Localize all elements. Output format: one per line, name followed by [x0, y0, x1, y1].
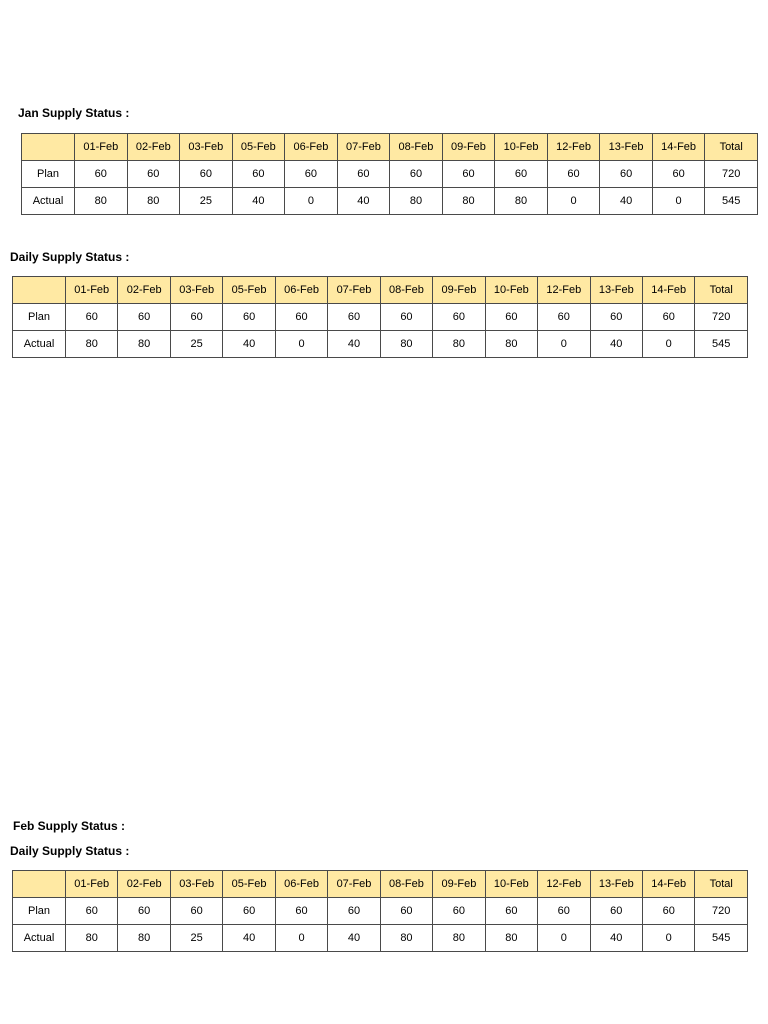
data-cell: 545: [695, 331, 748, 358]
data-cell: 40: [600, 188, 653, 215]
data-cell: 60: [275, 898, 327, 925]
data-cell: 40: [223, 925, 275, 952]
column-header-date: 01-Feb: [66, 871, 118, 898]
data-cell: 60: [285, 161, 338, 188]
data-cell: 720: [705, 161, 758, 188]
data-cell: 0: [642, 925, 694, 952]
data-cell: 80: [442, 188, 495, 215]
daily-supply-table: [12, 276, 748, 358]
row-label: Plan: [22, 161, 75, 188]
column-header-date: 08-Feb: [390, 134, 443, 161]
data-cell: 25: [170, 925, 222, 952]
data-cell: 60: [485, 898, 537, 925]
data-cell: 720: [695, 898, 748, 925]
column-header-date: 05-Feb: [232, 134, 285, 161]
table-row: [13, 925, 748, 952]
data-cell: 60: [118, 304, 170, 331]
row-label: Actual: [13, 331, 66, 358]
row-label: Plan: [13, 898, 66, 925]
column-header-date: 14-Feb: [652, 134, 705, 161]
column-header-date: 14-Feb: [642, 871, 694, 898]
data-cell: 80: [118, 331, 170, 358]
table-row: [13, 331, 748, 358]
data-cell: 60: [328, 304, 380, 331]
data-cell: 80: [75, 188, 128, 215]
data-cell: 80: [433, 925, 485, 952]
data-cell: 60: [232, 161, 285, 188]
data-cell: 40: [590, 331, 642, 358]
data-cell: 0: [275, 925, 327, 952]
data-cell: 60: [66, 304, 118, 331]
corner-cell: [22, 134, 75, 161]
data-cell: 60: [170, 304, 222, 331]
data-cell: 80: [127, 188, 180, 215]
jan-supply-status-heading: Jan Supply Status :: [18, 106, 130, 120]
data-cell: 60: [75, 161, 128, 188]
table-header-row: [13, 277, 748, 304]
column-header-date: 12-Feb: [538, 871, 590, 898]
data-cell: 80: [118, 925, 170, 952]
data-cell: 40: [328, 331, 380, 358]
data-cell: 0: [642, 331, 694, 358]
column-header-date: 12-Feb: [538, 277, 590, 304]
data-cell: 0: [285, 188, 338, 215]
table-header-row: [22, 134, 758, 161]
column-header-date: 03-Feb: [170, 277, 222, 304]
table-row: [22, 161, 758, 188]
data-cell: 60: [337, 161, 390, 188]
data-cell: 0: [538, 331, 590, 358]
row-label: Actual: [22, 188, 75, 215]
data-cell: 40: [337, 188, 390, 215]
column-header-date: 06-Feb: [285, 134, 338, 161]
column-header-date: 02-Feb: [127, 134, 180, 161]
data-cell: 545: [695, 925, 748, 952]
data-cell: 60: [380, 304, 432, 331]
feb-daily-supply-table: [12, 870, 748, 952]
column-header-date: 05-Feb: [223, 871, 275, 898]
row-label: Actual: [13, 925, 66, 952]
data-cell: 60: [380, 898, 432, 925]
column-header-date: 13-Feb: [600, 134, 653, 161]
column-header-date: 10-Feb: [485, 871, 537, 898]
data-cell: 60: [223, 304, 275, 331]
column-header-date: 12-Feb: [547, 134, 600, 161]
data-cell: 80: [485, 925, 537, 952]
data-cell: 60: [66, 898, 118, 925]
column-header-date: 07-Feb: [328, 277, 380, 304]
data-cell: 60: [590, 898, 642, 925]
column-header-date: 02-Feb: [118, 277, 170, 304]
data-cell: 60: [328, 898, 380, 925]
data-cell: 80: [485, 331, 537, 358]
data-cell: 80: [66, 331, 118, 358]
data-cell: 80: [495, 188, 548, 215]
data-cell: 40: [223, 331, 275, 358]
data-cell: 0: [652, 188, 705, 215]
column-header-date: 06-Feb: [275, 277, 327, 304]
column-header-date: 13-Feb: [590, 871, 642, 898]
data-cell: 0: [275, 331, 327, 358]
column-header-date: 08-Feb: [380, 871, 432, 898]
column-header-date: 07-Feb: [337, 134, 390, 161]
data-cell: 60: [642, 898, 694, 925]
data-cell: 720: [695, 304, 748, 331]
data-cell: 80: [380, 331, 432, 358]
data-cell: 60: [590, 304, 642, 331]
data-cell: 60: [538, 304, 590, 331]
data-cell: 60: [538, 898, 590, 925]
column-header-date: 03-Feb: [180, 134, 233, 161]
data-cell: 60: [642, 304, 694, 331]
column-header-date: 05-Feb: [223, 277, 275, 304]
row-label: Plan: [13, 304, 66, 331]
column-header-date: 07-Feb: [328, 871, 380, 898]
data-cell: 60: [390, 161, 443, 188]
column-header-date: 01-Feb: [66, 277, 118, 304]
corner-cell: [13, 871, 66, 898]
data-cell: 25: [170, 331, 222, 358]
column-header-total: Total: [695, 277, 748, 304]
table-row: [13, 898, 748, 925]
data-cell: 80: [390, 188, 443, 215]
data-cell: 0: [547, 188, 600, 215]
table-header-row: [13, 871, 748, 898]
column-header-date: 01-Feb: [75, 134, 128, 161]
column-header-total: Total: [705, 134, 758, 161]
data-cell: 60: [170, 898, 222, 925]
data-cell: 545: [705, 188, 758, 215]
data-cell: 60: [433, 304, 485, 331]
data-cell: 60: [180, 161, 233, 188]
column-header-date: 09-Feb: [442, 134, 495, 161]
data-cell: 60: [433, 898, 485, 925]
data-cell: 40: [590, 925, 642, 952]
data-cell: 80: [433, 331, 485, 358]
corner-cell: [13, 277, 66, 304]
data-cell: 60: [127, 161, 180, 188]
daily-supply-status-heading: Daily Supply Status :: [10, 250, 130, 264]
column-header-date: 14-Feb: [642, 277, 694, 304]
column-header-total: Total: [695, 871, 748, 898]
column-header-date: 13-Feb: [590, 277, 642, 304]
data-cell: 60: [652, 161, 705, 188]
data-cell: 60: [442, 161, 495, 188]
data-cell: 60: [547, 161, 600, 188]
column-header-date: 10-Feb: [485, 277, 537, 304]
data-cell: 0: [538, 925, 590, 952]
data-cell: 40: [232, 188, 285, 215]
table-row: [22, 188, 758, 215]
table-row: [13, 304, 748, 331]
data-cell: 60: [485, 304, 537, 331]
data-cell: 60: [495, 161, 548, 188]
column-header-date: 09-Feb: [433, 871, 485, 898]
data-cell: 25: [180, 188, 233, 215]
column-header-date: 10-Feb: [495, 134, 548, 161]
column-header-date: 03-Feb: [170, 871, 222, 898]
column-header-date: 09-Feb: [433, 277, 485, 304]
data-cell: 80: [380, 925, 432, 952]
feb-supply-status-heading: Feb Supply Status :: [13, 819, 126, 833]
data-cell: 60: [275, 304, 327, 331]
jan-supply-table: [21, 133, 758, 215]
data-cell: 60: [223, 898, 275, 925]
daily-supply-status-heading-2: Daily Supply Status :: [10, 844, 130, 858]
column-header-date: 08-Feb: [380, 277, 432, 304]
column-header-date: 06-Feb: [275, 871, 327, 898]
column-header-date: 02-Feb: [118, 871, 170, 898]
data-cell: 60: [600, 161, 653, 188]
data-cell: 60: [118, 898, 170, 925]
data-cell: 40: [328, 925, 380, 952]
data-cell: 80: [66, 925, 118, 952]
